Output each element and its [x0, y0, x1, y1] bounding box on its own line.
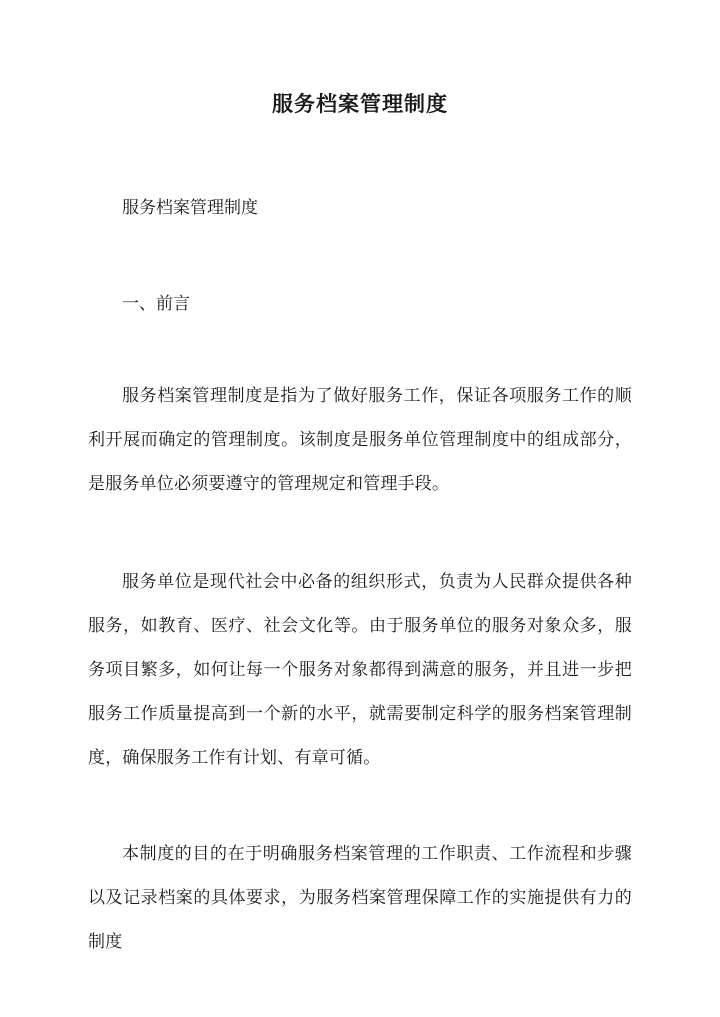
paragraph-intro: 服务档案管理制度是指为了做好服务工作，保证各项服务工作的顺利开展而确定的管理制度。该制度是服务单位管理制度中的组成部分，是服务单位必须要遵守的管理规定和管理手段。 — [88, 386, 632, 494]
section-heading: 一、前言 — [122, 294, 190, 314]
paragraph-service-units: 服务单位是现代社会中必备的组织形式，负责为人民群众提供各种服务，如教育、医疗、社会文化等。由于服务单位的服务对象众多，服务项目繁多，如何让每一个服务对象都得到满意的服务，并且进一步把服务工作质量提高到一个新的水平，就需要制定科学的服务档案管理制度，确保服务工作有计划、有章可循。 — [88, 572, 632, 768]
document-title: 服务档案管理制度 — [272, 91, 448, 116]
document-subtitle: 服务档案管理制度 — [122, 198, 258, 218]
paragraph-purpose: 本制度的目的在于明确服务档案管理的工作职责、工作流程和步骤以及记录档案的具体要求，为服务档案管理保障工作的实施提供有力的制度 — [88, 844, 632, 952]
